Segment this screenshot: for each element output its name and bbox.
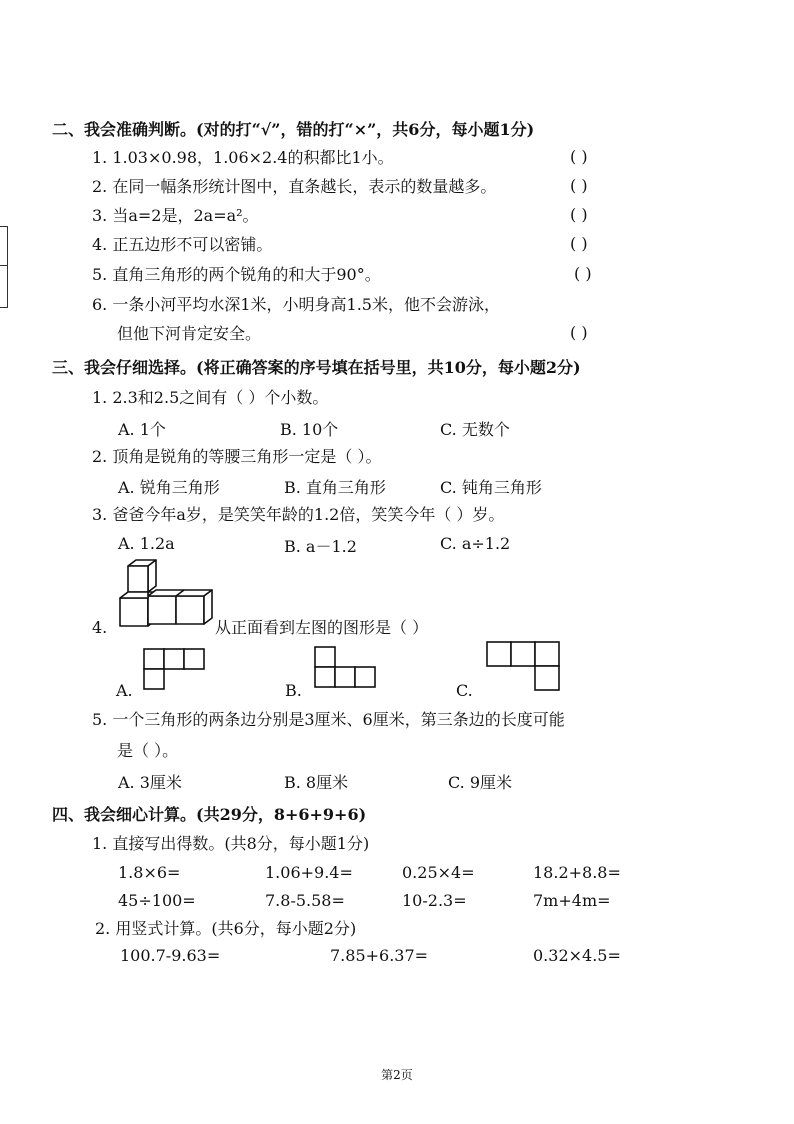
judge-item-4: 4. 正五边形不可以密铺。 <box>92 235 273 254</box>
calc-part2-title: 2. 用竖式计算。(共6分，每小题2分) <box>95 919 357 938</box>
judge-item-3: 3. 当a=2是，2a=a²。 <box>92 206 259 225</box>
section2-title: 二、我会准确判断。(对的打“√”，错的打“×”，共6分，每小题1分) <box>52 120 535 139</box>
q4-option-a[interactable]: A. <box>116 681 133 700</box>
q4-option-c-shape <box>485 640 561 692</box>
choice-q4-number: 4. <box>92 618 108 637</box>
answer-blank-4[interactable]: ( ) <box>570 234 588 253</box>
choice-q5-cont: 是（ ）。 <box>117 741 179 760</box>
q1-option-b[interactable]: B. 10个 <box>280 420 339 439</box>
choice-q4: 从正面看到左图的图形是（ ） <box>215 618 429 637</box>
q4-option-b[interactable]: B. <box>285 681 302 700</box>
choice-q1: 1. 2.3和2.5之间有（ ）个小数。 <box>92 388 329 407</box>
q3-option-a[interactable]: A. 1.2a <box>118 534 175 553</box>
margin-frame <box>0 226 8 308</box>
q5-option-a[interactable]: A. 3厘米 <box>118 773 182 792</box>
q5-option-c[interactable]: C. 9厘米 <box>448 773 513 792</box>
vertical-calc-item: 7.85+6.37= <box>330 946 429 965</box>
page-number: 第2页 <box>381 1068 413 1082</box>
q2-option-c[interactable]: C. 钝角三角形 <box>440 478 542 497</box>
q3-option-c[interactable]: C. a÷1.2 <box>440 534 511 553</box>
judge-item-2: 2. 在同一幅条形统计图中，直条越长，表示的数量越多。 <box>92 177 497 196</box>
q2-option-b[interactable]: B. 直角三角形 <box>284 478 386 497</box>
choice-q3: 3. 爸爸今年a岁，是笑笑年龄的1.2倍，笑笑今年（ ）岁。 <box>92 505 505 524</box>
q5-option-b[interactable]: B. 8厘米 <box>284 773 349 792</box>
section3-title: 三、我会仔细选择。(将正确答案的序号填在括号里，共10分，每小题2分) <box>52 358 581 377</box>
calc-item: 7m+4m= <box>533 891 611 910</box>
calc-item: 1.06+9.4= <box>265 863 353 882</box>
section4-title: 四、我会细心计算。(共29分，8+6+9+6) <box>52 805 367 824</box>
q4-option-a-shape <box>142 647 208 693</box>
calc-item: 18.2+8.8= <box>533 863 621 882</box>
calc-part1-title: 1. 直接写出得数。(共8分，每小题1分) <box>92 834 370 853</box>
q2-option-a[interactable]: A. 锐角三角形 <box>118 478 220 497</box>
calc-item: 0.25×4= <box>402 863 475 882</box>
answer-blank-3[interactable]: ( ) <box>570 205 588 224</box>
q4-option-b-shape <box>313 645 379 691</box>
judge-item-1: 1. 1.03×0.98，1.06×2.4的积都比1小。 <box>92 148 394 167</box>
cube-stack-figure <box>116 558 216 630</box>
calc-item: 10-2.3= <box>402 891 467 910</box>
calc-item: 1.8×6= <box>118 863 181 882</box>
vertical-calc-item: 0.32×4.5= <box>533 946 621 965</box>
answer-blank-1[interactable]: ( ) <box>570 147 588 166</box>
judge-item-6-cont: 但他下河肯定安全。 <box>117 324 262 343</box>
choice-q5: 5. 一个三角形的两条边分别是3厘米、6厘米，第三条边的长度可能 <box>92 710 565 729</box>
choice-q2: 2. 顶角是锐角的等腰三角形一定是（ ）。 <box>92 447 382 466</box>
q1-option-c[interactable]: C. 无数个 <box>440 420 510 439</box>
q3-option-b[interactable]: B. a－1.2 <box>284 537 357 556</box>
answer-blank-5[interactable]: ( ) <box>574 264 592 283</box>
calc-item: 45÷100= <box>118 891 196 910</box>
judge-item-5: 5. 直角三角形的两个锐角的和大于90°。 <box>92 265 381 284</box>
vertical-calc-item: 100.7-9.63= <box>120 946 221 965</box>
answer-blank-6[interactable]: ( ) <box>570 323 588 342</box>
q4-option-c[interactable]: C. <box>456 681 473 700</box>
calc-item: 7.8-5.58= <box>265 891 345 910</box>
answer-blank-2[interactable]: ( ) <box>570 176 588 195</box>
judge-item-6: 6. 一条小河平均水深1米，小明身高1.5米，他不会游泳， <box>92 295 500 314</box>
q1-option-a[interactable]: A. 1个 <box>118 420 166 439</box>
